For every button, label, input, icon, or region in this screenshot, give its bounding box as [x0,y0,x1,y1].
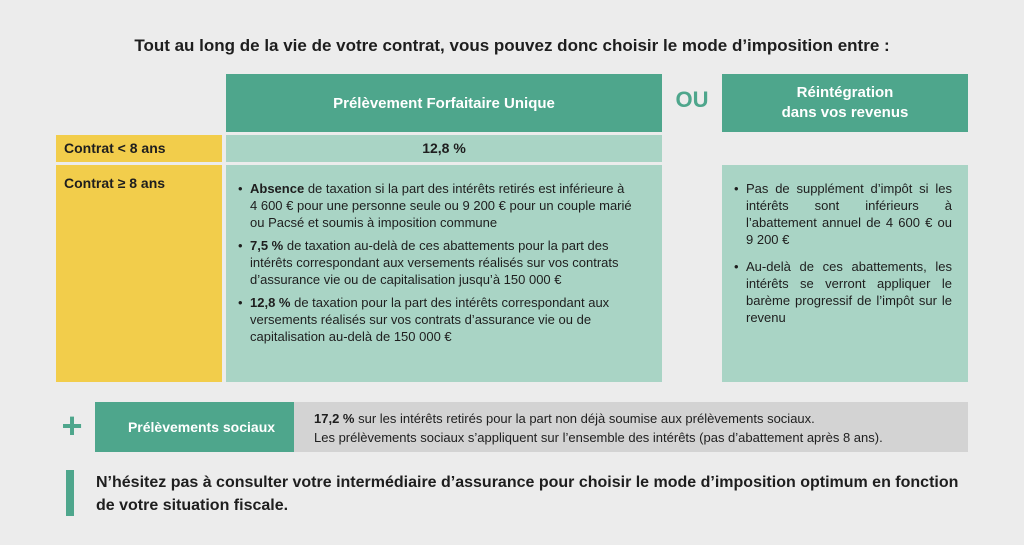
reintegration-details [722,165,968,382]
page-title: Tout au long de la vie de votre contrat, vous pouvez donc choisir le mode d’imposition entre : [134,36,890,55]
reint-bullet-2: • Au-delà de ces abattements, les intérêts se verront appliquer le barème progressif de l’impôt sur le revenu [734,258,952,326]
header-pfu-label: Prélèvement Forfaitaire Unique [333,94,555,112]
row-long-label: Contrat ≥ 8 ans [56,165,222,382]
header-pfu [226,74,662,132]
header-reintegration [722,74,968,132]
pfu-details [226,165,662,382]
pfu-bullet-1: • Absence de taxation si la part des intérêts retirés est inférieure à 4 600 € pour une personne seule ou 9 200 € pour un couple marié ou Pacsé et soumis à imposition commune [238,180,632,231]
prelevements-sociaux-label: Prélèvements sociaux [95,402,308,452]
pfu-bullet-list [238,180,632,345]
header-reintegration-line2: dans vos revenus [781,104,909,121]
accent-bar [66,470,74,516]
row-short-label: Contrat < 8 ans [56,135,222,162]
row-short-value: 12,8 % [226,135,662,162]
ps-line-1: 17,2 % sur les intérêts retirés pour la part non déjà soumise aux prélèvements sociaux. [314,411,815,426]
prelevements-sociaux-text [294,402,968,452]
plus-icon: + [61,405,83,446]
header-reintegration-line1: Réintégration [796,84,894,101]
pfu-bullet-3: • 12,8 % de taxation pour la part des intérêts correspondant aux versements réalisés sur vos contrats d’assurance vie ou de capitalisation au-delà de 150 000 € [238,294,632,345]
reint-bullet-1: • Pas de supplément d’impôt si les intérêts sont inférieurs à l’abattement annuel de 4 600 € ou 9 200 € [734,180,952,248]
ps-line-2: Les prélèvements sociaux s’appliquent sur l’ensemble des intérêts (pas d’abattement après 8 ans). [314,430,883,445]
ou-separator: OU [675,87,709,112]
pfu-bullet-2: • 7,5 % de taxation au-delà de ces abattements pour la part des intérêts correspondant aux versements réalisés sur vos contrats d’assurance vie ou de capitalisation jusqu’à 150 000 € [238,237,632,288]
reint-bullet-list [734,180,952,326]
final-note: N’hésitez pas à consulter votre intermédiaire d’assurance pour choisir le mode d’imposition optimum en fonction de votre situation fiscale. [96,474,959,514]
